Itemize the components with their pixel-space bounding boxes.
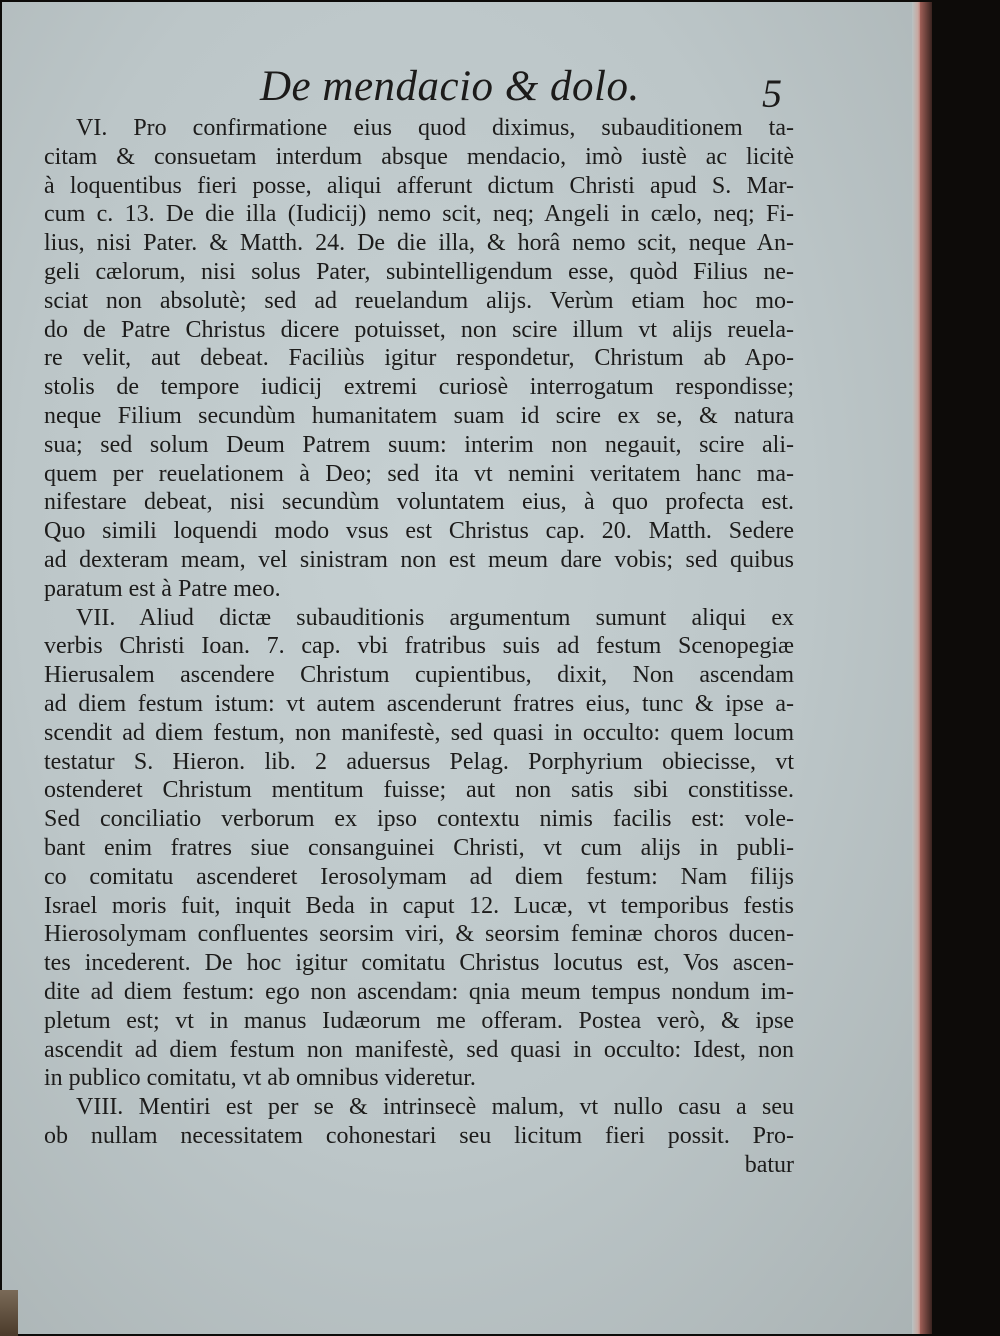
text-line: VIII. Mentiri est per se & intrinsecè malum, vt nullo casu a seu xyxy=(76,1094,794,1121)
text-line: co comitatu ascenderet Ierosolymam ad diem festum: Nam filijs xyxy=(44,863,794,890)
text-line: citam & consuetam interdum absque mendacio, imò iustè ac licitè xyxy=(44,143,794,170)
text-line: re velit, aut debeat. Faciliùs igitur respondetur, Christum ab Apo- xyxy=(44,345,794,372)
text-line: verbis Christi Ioan. 7. cap. vbi fratribus suis ad festum Scenopegiæ xyxy=(44,633,794,660)
text-line: neque Filium secundùm humanitatem suam id scire ex se, & natura xyxy=(44,402,794,429)
text-line: à loquentibus fieri posse, aliqui afferunt dictum Christi apud S. Mar- xyxy=(44,172,794,199)
text-line: scendit ad diem festum, non manifestè, sed quasi in occulto: quem locum xyxy=(44,719,794,746)
text-line: VI. Pro confirmatione eius quod diximus, subauditionem ta- xyxy=(76,115,794,141)
text-line: Israel moris fuit, inquit Beda in caput 12. Lucæ, vt temporibus festis xyxy=(44,892,794,919)
text-line: Hierosolymam confluentes seorsim viri, & seorsim feminæ choros ducen- xyxy=(44,921,794,948)
text-line: sciat non absolutè; sed ad reuelandum alijs. Verùm etiam hoc mo- xyxy=(44,287,794,314)
fore-edge xyxy=(920,2,932,1334)
text-line: tes incederent. De hoc igitur comitatu Christus locutus est, Vos ascen- xyxy=(44,950,794,977)
page-number: 5 xyxy=(762,71,782,116)
text-line: lius, nisi Pater. & Matth. 24. De die illa, & horâ nemo scit, neque An- xyxy=(44,230,794,257)
page-header xyxy=(2,62,920,122)
text-line: paratum est à Patre meo. xyxy=(44,575,281,602)
text-line: ostenderet Christum mentitum fuisse; aut non satis sibi constitisse. xyxy=(44,777,794,804)
text-line: ad diem festum istum: vt autem ascenderunt fratres eius, tunc & ipse a- xyxy=(44,690,794,717)
text-line: ascendit ad diem festum non manifestè, sed quasi in occulto: Idest, non xyxy=(44,1036,794,1063)
text-line: quem per reuelationem à Deo; sed ita vt nemini veritatem hanc ma- xyxy=(44,460,794,487)
text-line: ob nullam necessitatem cohonestari seu licitum fieri possit. Pro- xyxy=(44,1122,794,1149)
catchword: batur xyxy=(744,1151,794,1178)
text-line: dite ad diem festum: ego non ascendam: qnia meum tempus nondum im- xyxy=(44,978,794,1005)
page-edge xyxy=(912,2,920,1334)
text-line: testatur S. Hieron. lib. 2 aduersus Pelag. Porphyrium obiecisse, vt xyxy=(44,748,794,775)
text-line: Quo simili loquendi modo vsus est Christus cap. 20. Matth. Sedere xyxy=(44,518,794,545)
text-line: bant enim fratres siue consanguinei Christi, vt cum alijs in publi- xyxy=(44,834,794,861)
text-line: pletum est; vt in manus Iudæorum me offeram. Postea verò, & ipse xyxy=(44,1007,794,1034)
text-line: Sed conciliatio verborum ex ipso contextu nimis facilis est: vole- xyxy=(44,806,794,833)
text-line: ad dexteram meam, vel sinistram non est meum dare vobis; sed quibus xyxy=(44,546,794,573)
text-line: Hierusalem ascendere Christum cupientibus, dixit, Non ascendam xyxy=(44,662,794,689)
text-line: geli cælorum, nisi solus Pater, subintelligendum esse, quòd Filius ne- xyxy=(44,258,794,285)
text-line: VII. Aliud dictæ subauditionis argumentum sumunt aliqui ex xyxy=(76,604,794,631)
text-line: nifestare debeat, nisi secundùm voluntatem eius, à quo profecta est. xyxy=(44,489,794,516)
text-line: cum c. 13. De die illa (Iudicij) nemo scit, neq; Angeli in cælo, neq; Fi- xyxy=(44,201,794,228)
body-text xyxy=(44,114,794,1179)
book-page xyxy=(2,2,920,1334)
text-line: sua; sed solum Deum Patrem suum: interim non negauit, scire ali- xyxy=(44,431,794,458)
text-line: in publico comitatu, vt ab omnibus videretur. xyxy=(44,1065,476,1092)
binding-edge xyxy=(0,1290,18,1336)
running-title: De mendacio & dolo. xyxy=(260,63,640,110)
text-line: do de Patre Christus dicere potuisset, non scire illum vt alijs reuela- xyxy=(44,316,794,343)
text-line: stolis de tempore iudicij extremi curiosè interrogatum respondisse; xyxy=(44,374,794,401)
